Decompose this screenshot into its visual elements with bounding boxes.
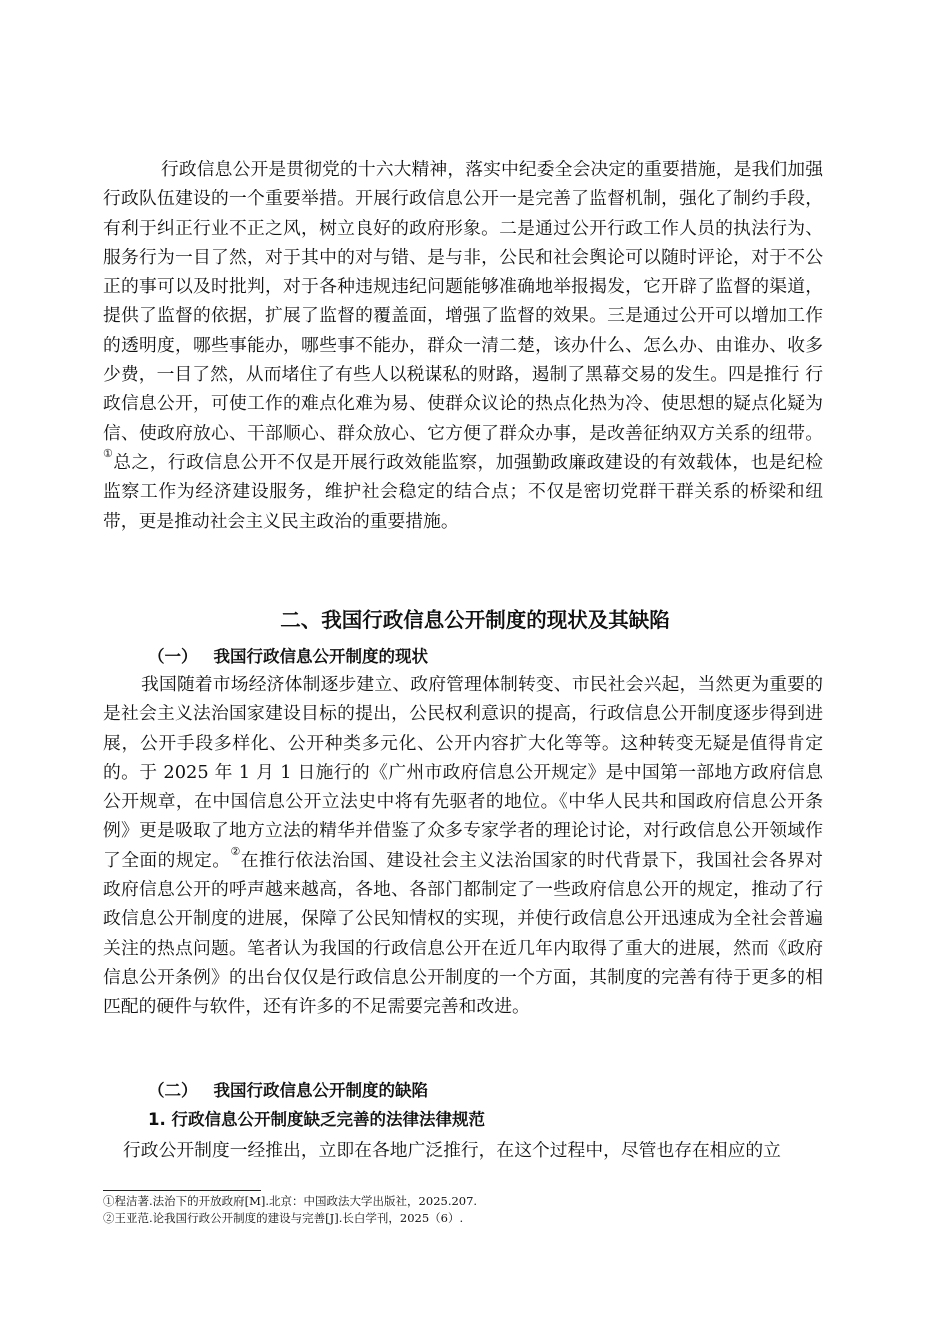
subsection-title: 我国行政信息公开制度的现状 [213,647,428,666]
footnote-divider [103,1190,261,1191]
paragraph-text: 我国随着市场经济体制逐步建立、政府管理体制转变、市民社会兴起，当然更为重要的是社会主义法治国家建设目标的提出，公民权利意识的提高，行政信息公开制度逐步得到进展，公开手段多样化、公开种类多元化、公开内容扩大化等等。这种转变无疑是值得肯定的。于 2025 年 1 月 1 日施行的《广州市政府信息公开规定》是中国第一部地方政府信息公开规章，在中国信息公开立法史中将有先驱者的地位。《中华人民共和国政府信息公开条例》更是吸取了地方立法的精华并借鉴了众多专家学者的理论讨论，对行政信息公开领域作了全面的规定。 [103,674,823,871]
footnote-marker-1[interactable]: ① [103,446,114,460]
body-paragraph-1 [103,155,823,536]
footnote-2: ②王亚范.论我国行政公开制度的建设与完善[J].长白学刊，2025（6）. [103,1211,464,1225]
footnote-1: ①程洁著.法治下的开放政府[M].北京：中国政法大学出版社，2025.207. [103,1194,478,1208]
section-heading: 二、我国行政信息公开制度的现状及其缺陷 [280,608,670,632]
footnote-marker-2[interactable]: ② [230,844,241,858]
subsection-number: （一） [148,647,198,666]
paragraph-text: 行政信息公开是贯彻党的十六大精神，落实中纪委全会决定的重要措施，是我们加强行政队伍建设的一个重要举措。开展行政信息公开一是完善了监督机制，强化了制约手段，有利于纠正行业不正之风，树立良好的政府形象。二是通过公开行政工作人员的执法行为、服务行为一目了然，对于其中的对与错、是与非，公民和社会舆论可以随时评论，对于不公正的事可以及时批判，对于各种违规违纪问题能够准确地举报揭发，它开辟了监督的渠道，提供了监督的依据，扩展了监督的覆盖面，增强了监督的效果。三是通过公开可以增加工作的透明度，哪些事能办，哪些事不能办，群众一清二楚，该办什么、怎么办、由谁办、收多少费，一目了然，从而堵住了有些人以税谋私的财路，遏制了黑幕交易的发生。四是推行 行政信息公开，可使工作的难点化难为易、使群众议论的热点化热为冷、使思想的疑点化疑为信、使政府放心、干部顺心、群众放心、它方便了群众办事，是改善征纳双方关系的纽带。 [103,159,823,444]
subsection-heading-1 [148,643,428,667]
body-paragraph-3: 行政公开制度一经推出，立即在各地广泛推行，在这个过程中，尽管也存在相应的立 [123,1140,781,1161]
subsection-title: 我国行政信息公开制度的缺陷 [213,1081,428,1100]
subsection-heading-2 [148,1077,428,1101]
item-heading: 1. 行政信息公开制度缺乏完善的法律法律规范 [148,1110,485,1129]
body-paragraph-2 [103,670,823,1022]
paragraph-text: 总之，行政信息公开不仅是开展行政效能监察，加强勤政廉政建设的有效载体，也是纪检监察工作为经济建设服务，维护社会稳定的结合点；不仅是密切党群干群关系的桥梁和纽带，更是推动社会主义民主政治的重要措施。 [103,451,823,532]
paragraph-text: 在推行依法治国、建设社会主义法治国家的时代背景下，我国社会各界对政府信息公开的呼声越来越高，各地、各部门都制定了一些政府信息公开的规定，推动了行政信息公开制度的进展，保障了公民知情权的实现，并使行政信息公开迅速成为全社会普遍关注的热点问题。笔者认为我国的行政信息公开在近几年内取得了重大的进展，然而《政府信息公开条例》的出台仅仅是行政信息公开制度的一个方面，其制度的完善有待于更多的相匹配的硬件与软件，还有许多的不足需要完善和改进。 [103,849,823,1018]
subsection-number: （二） [148,1081,198,1100]
